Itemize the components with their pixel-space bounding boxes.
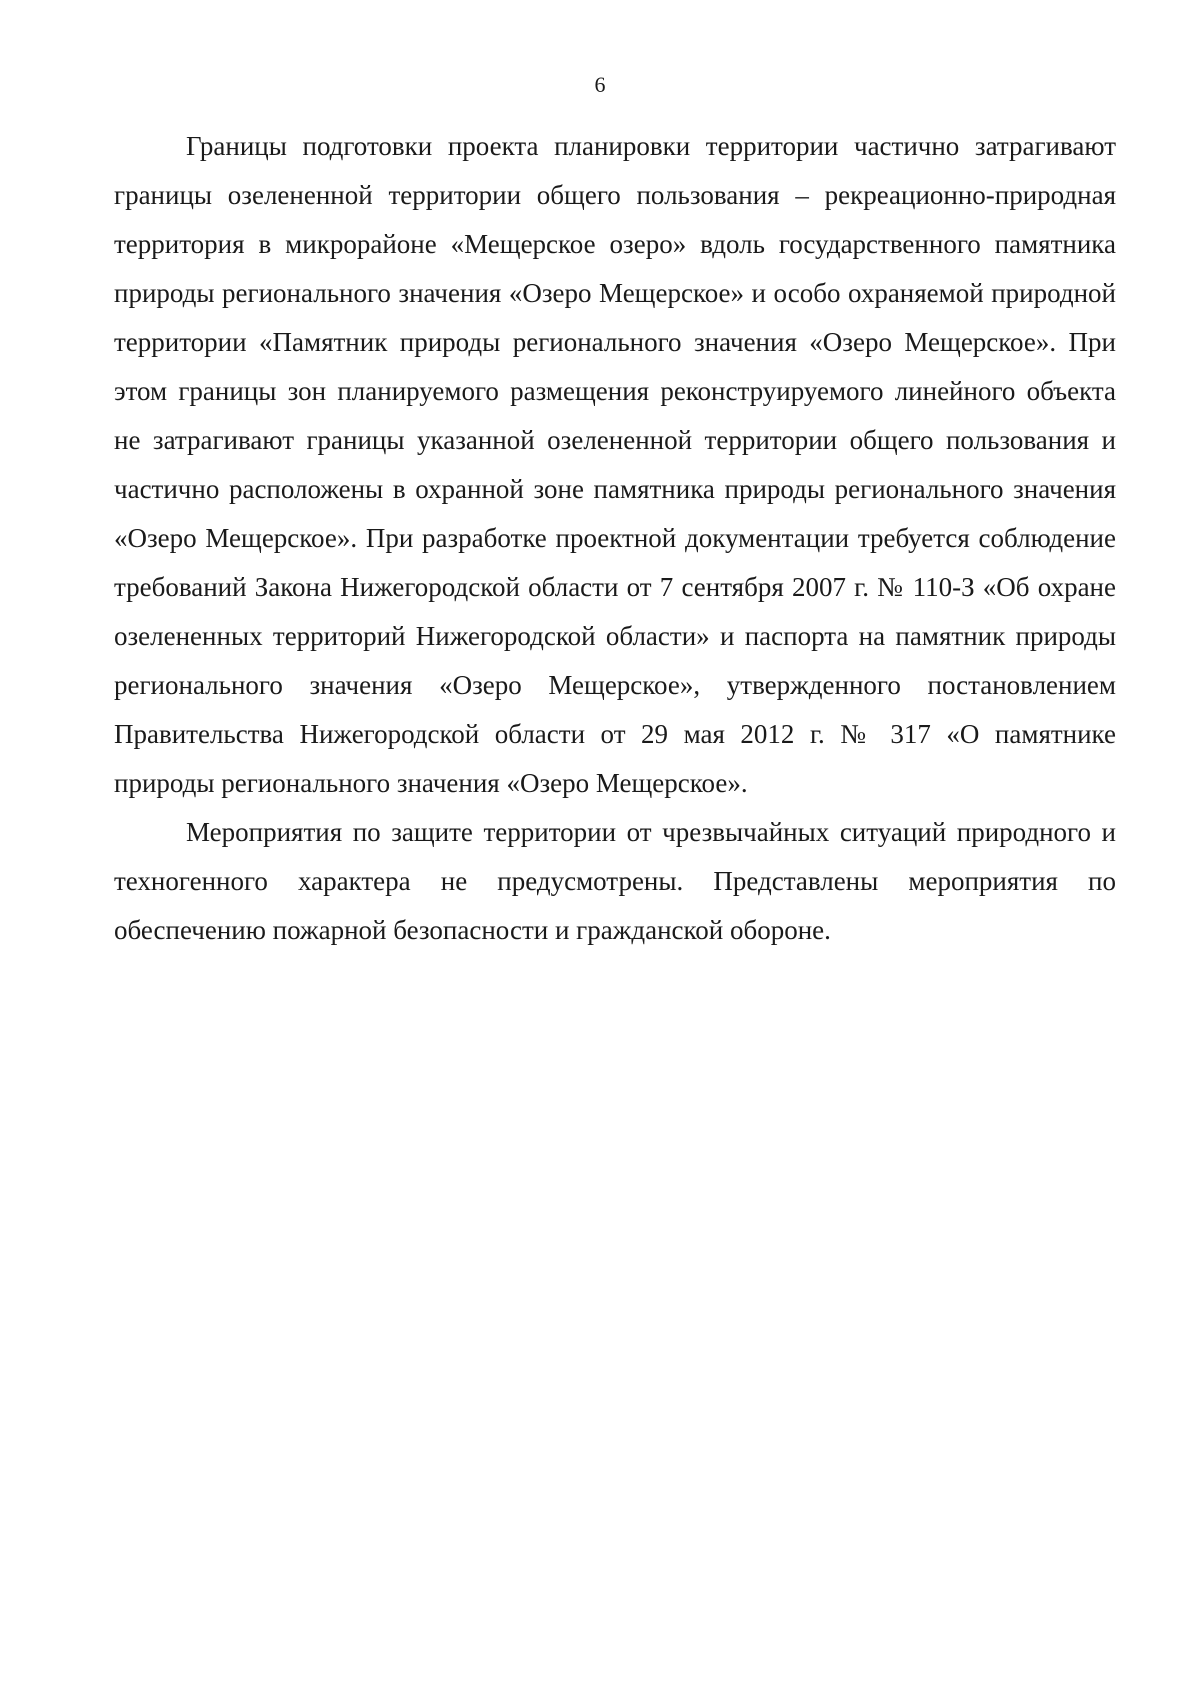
document-body [114,122,1116,955]
paragraph-planning-boundaries: Границы подготовки проекта планировки территории частично затрагивают границы озелененной территории общего пользования – рекреационно-природная территория в микрорайоне «Мещерское озеро» вдоль государственного памятника природы регионального значения «Озеро Мещерское» и особо охраняемой природной территории «Памятник природы регионального значения «Озеро Мещерское». При этом границы зон планируемого размещения реконструируемого линейного объекта не затрагивают границы указанной озелененной территории общего пользования и частично расположены в охранной зоне памятника природы регионального значения «Озеро Мещерское». При разработке проектной документации требуется соблюдение требований Закона Нижегородской области от 7 сентября 2007 г. № 110-З «Об охране озелененных территорий Нижегородской области» и паспорта на памятник природы регионального значения «Озеро Мещерское», утвержденного постановлением Правительства Нижегородской области от 29 мая 2012 г. № 317 «О памятнике природы регионального значения «Озеро Мещерское». [114,131,1116,798]
page-number: 6 [594,72,606,97]
paragraph-emergency-measures: Мероприятия по защите территории от чрезвычайных ситуаций природного и техногенного характера не предусмотрены. Представлены мероприятия по обеспечению пожарной безопасности и гражданской обороне. [114,817,1116,945]
